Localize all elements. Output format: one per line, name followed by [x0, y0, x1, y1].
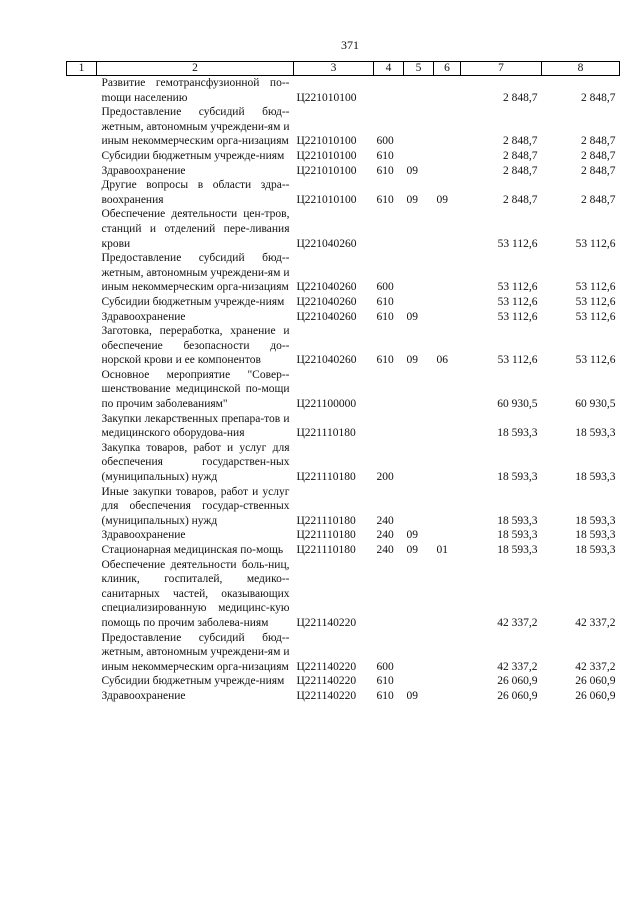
row-amount-col8: 2 848,7 — [581, 193, 616, 206]
row-amount-col7: 53 112,6 — [497, 281, 538, 294]
row-amount-col7: 2 848,7 — [503, 91, 538, 104]
table-row — [67, 485, 620, 529]
table-row — [67, 295, 620, 310]
row-section — [404, 251, 434, 295]
row-target-code: Ц221140220 — [296, 616, 357, 629]
row-expense-type: 610 — [376, 689, 394, 702]
row-subsection — [434, 164, 461, 179]
row-amount-col7: 53 112,6 — [497, 295, 538, 308]
table-row — [67, 558, 620, 631]
row-expense-type — [374, 76, 404, 106]
row-target-code: Ц221140220 — [296, 660, 357, 673]
row-section: 09 — [406, 529, 418, 542]
row-target-code: Ц221140220 — [296, 689, 357, 702]
table-row — [67, 76, 620, 106]
row-name: Здравоохранение — [101, 310, 186, 323]
table-row — [67, 543, 620, 558]
table-row — [67, 310, 620, 325]
column-header-8: 8 — [542, 62, 620, 76]
row-target-code: Ц221040260 — [296, 310, 357, 323]
table-row — [67, 412, 620, 441]
row-amount-col7: 18 593,3 — [497, 529, 538, 542]
row-spacer-cell — [67, 485, 97, 529]
row-expense-type: 600 — [376, 135, 394, 148]
row-amount-col8: 2 848,7 — [581, 164, 616, 177]
table-body — [67, 76, 620, 704]
row-spacer-cell — [67, 324, 97, 368]
row-amount-col7: 2 848,7 — [503, 164, 538, 177]
row-target-code: Ц221040260 — [296, 281, 357, 294]
row-section: 09 — [406, 354, 418, 367]
table-row — [67, 149, 620, 164]
row-amount-col7: 53 112,6 — [497, 237, 538, 250]
table-row — [67, 178, 620, 207]
row-expense-type: 610 — [376, 295, 394, 308]
table-row — [67, 105, 620, 149]
row-target-code: Ц221040260 — [296, 295, 357, 308]
row-spacer-cell — [67, 164, 97, 179]
row-amount-col8: 26 060,9 — [575, 675, 616, 688]
page-number: 371 — [341, 38, 359, 52]
row-target-code: Ц221110180 — [296, 427, 356, 440]
row-target-code: Ц221110180 — [296, 544, 356, 556]
row-section — [404, 674, 434, 689]
row-expense-type: 600 — [376, 281, 394, 294]
row-subsection — [434, 149, 461, 164]
row-section — [404, 105, 434, 149]
row-amount-col7: 18 593,3 — [497, 544, 538, 556]
row-amount-col7: 60 930,5 — [497, 398, 538, 411]
row-spacer-cell — [67, 251, 97, 295]
row-expense-type — [374, 412, 404, 441]
table-row — [67, 631, 620, 675]
row-target-code: Ц221010100 — [296, 149, 357, 162]
row-amount-col8: 53 112,6 — [575, 354, 616, 367]
row-target-code: Ц221010100 — [296, 164, 357, 177]
row-target-code: Ц221010100 — [296, 91, 357, 104]
row-subsection — [434, 310, 461, 325]
row-section — [404, 207, 434, 251]
row-expense-type: 240 — [376, 544, 394, 556]
table-row — [67, 251, 620, 295]
row-amount-col8: 18 593,3 — [575, 514, 616, 527]
row-target-code: Ц221140220 — [296, 675, 357, 688]
row-section: 09 — [406, 193, 418, 206]
row-section — [404, 558, 434, 631]
row-subsection: 01 — [436, 544, 448, 556]
row-name: Закупки лекарственных препара-тов и медицинского оборудова-ния — [101, 412, 290, 440]
row-amount-col8: 2 848,7 — [581, 135, 616, 148]
row-name: Субсидии бюджетным учрежде-ниям — [101, 675, 285, 688]
row-name: Предоставление субсидий бюд-жетным, автономным учреждени-ям и иным некоммерческим орга-низациям — [101, 631, 290, 673]
row-section — [404, 149, 434, 164]
row-target-code: Ц221010100 — [296, 193, 357, 206]
row-spacer-cell — [67, 149, 97, 164]
row-section: 09 — [406, 310, 418, 323]
row-target-code: Ц221010100 — [296, 135, 357, 148]
header-row — [67, 62, 620, 76]
row-subsection: 09 — [436, 193, 448, 206]
row-name: Иные закупки товаров, работ и услуг для обеспечения государ-ственных (муниципальных) нужд — [101, 485, 290, 527]
row-amount-col7: 53 112,6 — [497, 354, 538, 367]
row-subsection — [434, 76, 461, 106]
row-name: Обеспечение деятельности боль-ниц, клиник, госпиталей, медико-санитарных частей, оказывающих специализированную медицинс-кую помощь по прочим заболева-ниям — [101, 558, 290, 629]
row-expense-type: 610 — [376, 675, 394, 688]
row-target-code: Ц221110180 — [296, 471, 356, 484]
row-amount-col8: 42 337,2 — [575, 616, 616, 629]
row-subsection — [434, 485, 461, 529]
row-section — [404, 485, 434, 529]
row-name: Здравоохранение — [101, 689, 186, 702]
row-expense-type: 240 — [376, 514, 394, 527]
row-name: Основное мероприятие "Совер-шенствование медицинской по-мощи по прочим заболеваниям" — [101, 368, 290, 411]
row-amount-col8: 53 112,6 — [575, 295, 616, 308]
row-amount-col8: 53 112,6 — [575, 310, 616, 323]
row-name: Стационарная медицинская по-мощь — [101, 544, 284, 556]
row-name: Заготовка, переработка, хранение и обеспечение безопасности до-норской крови и ее компонентов — [101, 325, 290, 367]
row-name: Закупка товаров, работ и услуг для обеспечения государствен-ных (муниципальных) нужд — [101, 441, 290, 484]
row-section — [404, 441, 434, 485]
row-expense-type: 610 — [376, 354, 394, 367]
table-row — [67, 207, 620, 251]
row-amount-col8: 2 848,7 — [581, 91, 616, 104]
row-amount-col8: 60 930,5 — [575, 398, 616, 411]
budget-table — [66, 61, 620, 704]
row-spacer-cell — [67, 295, 97, 310]
row-expense-type: 600 — [376, 660, 394, 673]
row-spacer-cell — [67, 543, 97, 558]
column-header-7: 7 — [461, 62, 542, 76]
row-subsection — [434, 528, 461, 543]
row-subsection — [434, 295, 461, 310]
table-row — [67, 674, 620, 689]
column-header-4: 4 — [374, 62, 404, 76]
row-expense-type: 610 — [376, 164, 394, 177]
row-amount-col7: 42 337,2 — [497, 660, 538, 673]
row-section — [404, 76, 434, 106]
row-amount-col8: 18 593,3 — [575, 544, 616, 556]
row-target-code: Ц221110180 — [296, 529, 356, 542]
column-header-5: 5 — [404, 62, 434, 76]
row-expense-type: 610 — [376, 149, 394, 162]
row-amount-col8: 2 848,7 — [581, 149, 616, 162]
row-section — [404, 412, 434, 441]
column-header-1: 1 — [67, 62, 97, 76]
row-name: Обеспечение деятельности цен-тров, станций и отделений пере-ливания крови — [101, 208, 290, 250]
row-spacer-cell — [67, 441, 97, 485]
row-amount-col8: 18 593,3 — [575, 471, 616, 484]
row-subsection — [434, 207, 461, 251]
row-amount-col8: 53 112,6 — [575, 237, 616, 250]
column-header-3: 3 — [294, 62, 374, 76]
row-spacer-cell — [67, 178, 97, 207]
row-amount-col8: 18 593,3 — [575, 529, 616, 542]
row-name: Предоставление субсидий бюд-жетным, автономным учреждени-ям и иным некоммерческим орга-низациям — [101, 106, 290, 148]
row-expense-type: 200 — [376, 471, 394, 484]
row-name: Здравоохранение — [101, 164, 186, 177]
row-spacer-cell — [67, 412, 97, 441]
row-section: 09 — [406, 544, 418, 556]
row-name: Другие вопросы в области здра-воохранения — [101, 179, 290, 206]
row-spacer-cell — [67, 368, 97, 412]
row-expense-type — [374, 207, 404, 251]
table-row — [67, 689, 620, 704]
row-amount-col7: 18 593,3 — [497, 427, 538, 440]
row-section — [404, 631, 434, 675]
table-row — [67, 368, 620, 412]
row-amount-col8: 53 112,6 — [575, 281, 616, 294]
row-amount-col7: 2 848,7 — [503, 193, 538, 206]
row-subsection — [434, 251, 461, 295]
row-spacer-cell — [67, 689, 97, 704]
row-amount-col7: 2 848,7 — [503, 135, 538, 148]
row-spacer-cell — [67, 631, 97, 675]
row-spacer-cell — [67, 310, 97, 325]
row-amount-col7: 42 337,2 — [497, 616, 538, 629]
row-expense-type: 610 — [376, 193, 394, 206]
row-expense-type — [374, 558, 404, 631]
row-spacer-cell — [67, 76, 97, 106]
row-subsection — [434, 368, 461, 412]
row-section — [404, 295, 434, 310]
table-row — [67, 528, 620, 543]
row-section — [404, 368, 434, 412]
table-row — [67, 324, 620, 368]
column-header-6: 6 — [434, 62, 461, 76]
row-target-code: Ц221040260 — [296, 354, 357, 367]
row-amount-col7: 53 112,6 — [497, 310, 538, 323]
row-section: 09 — [406, 164, 418, 177]
row-section: 09 — [406, 689, 418, 702]
row-subsection — [434, 674, 461, 689]
row-amount-col8: 42 337,2 — [575, 660, 616, 673]
row-name: Субсидии бюджетным учрежде-ниям — [101, 295, 285, 308]
row-expense-type: 240 — [376, 529, 394, 542]
row-amount-col7: 2 848,7 — [503, 149, 538, 162]
row-subsection — [434, 631, 461, 675]
row-subsection — [434, 441, 461, 485]
row-expense-type — [374, 368, 404, 412]
row-name: Субсидии бюджетным учрежде-ниям — [101, 149, 285, 162]
table-row — [67, 164, 620, 179]
row-amount-col7: 26 060,9 — [497, 689, 538, 702]
row-target-code: Ц221110180 — [296, 514, 356, 527]
row-expense-type: 610 — [376, 310, 394, 323]
row-name: Предоставление субсидий бюд-жетным, автономным учреждени-ям и иным некоммерческим орга-низациям — [101, 252, 290, 294]
row-subsection — [434, 105, 461, 149]
row-target-code: Ц221040260 — [296, 237, 357, 250]
table-row — [67, 441, 620, 485]
row-subsection: 06 — [436, 354, 448, 367]
row-spacer-cell — [67, 528, 97, 543]
row-target-code: Ц221100000 — [296, 398, 357, 411]
row-amount-col7: 18 593,3 — [497, 514, 538, 527]
row-subsection — [434, 689, 461, 704]
row-name: Развитие гемотрансфузионной по-mощи населению — [101, 77, 290, 104]
row-name: Здравоохранение — [101, 529, 186, 542]
column-header-2: 2 — [97, 62, 294, 76]
row-amount-col7: 18 593,3 — [497, 471, 538, 484]
row-subsection — [434, 558, 461, 631]
row-spacer-cell — [67, 105, 97, 149]
row-subsection — [434, 412, 461, 441]
row-spacer-cell — [67, 207, 97, 251]
row-amount-col8: 18 593,3 — [575, 427, 616, 440]
row-spacer-cell — [67, 558, 97, 631]
row-amount-col8: 26 060,9 — [575, 689, 616, 702]
row-spacer-cell — [67, 674, 97, 689]
row-amount-col7: 26 060,9 — [497, 675, 538, 688]
